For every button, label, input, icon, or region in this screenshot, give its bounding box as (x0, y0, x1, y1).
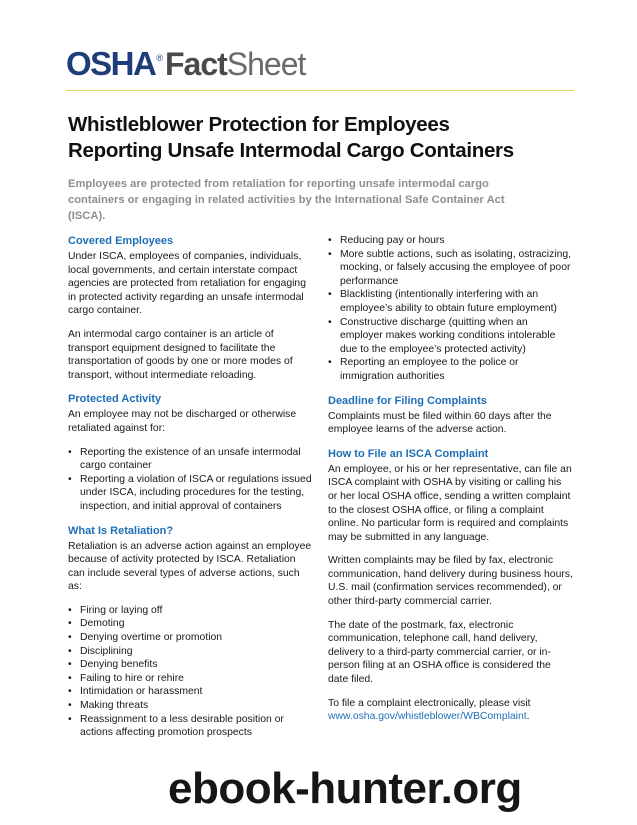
deadline-heading: Deadline for Filing Complaints (328, 394, 487, 407)
list-item: • Denying overtime or promotion (68, 631, 313, 645)
how-to-file-paragraph-3: The date of the postmark, fax, electronic communication, telephone call, hand delivery, delivery to a third-party commercial carrier, or in-person filing at an OSHA office is considered the date filed. (328, 619, 551, 686)
list-item: • Failing to hire or rehire (68, 672, 313, 686)
logo-registered-mark: ® (156, 53, 163, 63)
list-item: • Denying benefits (68, 658, 313, 672)
list-item: • Constructive discharge (quitting when an employer makes working conditions intolerable due to the employee’s protected activity) (328, 316, 573, 357)
logo-fact-word: Fact (164, 46, 227, 82)
covered-employees-heading: Covered Employees (68, 235, 174, 247)
list-item: • Disciplining (68, 645, 313, 659)
left-column (68, 234, 313, 750)
list-item: • Reporting an employee to the police or immigration authorities (328, 356, 573, 383)
right-column (328, 234, 573, 734)
covered-employees-paragraph-1: Under ISCA, employees of companies, individuals, local governments, and certain interstate compact agencies are protected from retaliation for engaging in protected activity regarding an unsafe intermodal cargo container. (68, 251, 306, 317)
how-to-file-paragraph-2: Written complaints may be filed by fax, electronic communication, hand delivery during business hours, U.S. mail (confirmation services recommended), or other third-party commercial carrier. (328, 555, 573, 608)
how-to-file-heading: How to File an ISCA Complaint (328, 447, 489, 460)
covered-employees-paragraph-2: An intermodal cargo container is an article of transport equipment designed to facilitate the transportation of goods by one or more modes of transport, without intermediate reloading. (68, 328, 293, 381)
protected-activity-paragraph: An employee may not be discharged or otherwise retaliated against for: (68, 409, 297, 434)
list-item: • Blacklisting (intentionally interfering with an employee’s ability to obtain future employment) (328, 288, 573, 315)
logo-brand: OSHA (66, 45, 156, 82)
what-is-retaliation-heading: What Is Retaliation? (68, 524, 174, 537)
header-divider (66, 90, 574, 91)
online-filing-prefix: To file a complaint electronically, please visit (328, 697, 531, 709)
list-item: • Intimidation or harassment (68, 685, 313, 699)
factsheet-header (66, 46, 574, 86)
list-item: • Reporting a violation of ISCA or regulations issued under ISCA, including procedures for the testing, inspection, and initial approval of containers (68, 473, 313, 514)
protected-activity-heading: Protected Activity (68, 393, 162, 406)
retaliation-list-continued (328, 234, 573, 384)
list-item: • Demoting (68, 617, 313, 631)
retaliation-list (68, 604, 313, 740)
list-item: • Reassignment to a less desirable position or actions affecting promotion prospects (68, 713, 313, 740)
page-title (68, 112, 578, 164)
deadline-paragraph: Complaints must be filed within 60 days after the employee learns of the adverse action. (328, 410, 552, 436)
protected-activity-list (68, 446, 313, 514)
how-to-file-paragraph-1: An employee, or his or her representative, can file an ISCA complaint with OSHA by visiting or calling his or her local OSHA office, sending a written complaint to the closest OSHA office, or filing a complaint online. No particular form is required and complaints may be submitted in any language. (328, 463, 572, 543)
intro-summary: Employees are protected from retaliation for reporting unsafe intermodal cargo containers or engaging in related activities by the International Safe Container Act (ISCA). (68, 178, 505, 222)
osha-logo (66, 46, 305, 82)
retaliation-paragraph: Retaliation is an adverse action against an employee because of activity protected by ISCA. Retaliation can include several types of adverse actions, such as: (68, 540, 312, 593)
title-line-2: Reporting Unsafe Intermodal Cargo Containers (68, 139, 514, 162)
list-item: • Making threats (68, 699, 313, 713)
list-item: • Reporting the existence of an unsafe intermodal cargo container (68, 446, 313, 473)
how-to-file-paragraph-4 (328, 697, 573, 724)
wb-complaint-link[interactable]: www.osha.gov/whistleblower/WBComplaint (328, 711, 527, 723)
title-line-1: Whistleblower Protection for Employees (68, 113, 450, 136)
logo-sheet-word: Sheet (226, 46, 306, 82)
online-filing-suffix: . (526, 711, 530, 723)
watermark: ebook-hunter.org (168, 764, 522, 813)
list-item: • Firing or laying off (68, 604, 313, 618)
list-item: • More subtle actions, such as isolating, ostracizing, mocking, or falsely accusing the employee of poor performance (328, 248, 573, 289)
list-item: • Reducing pay or hours (328, 234, 573, 248)
